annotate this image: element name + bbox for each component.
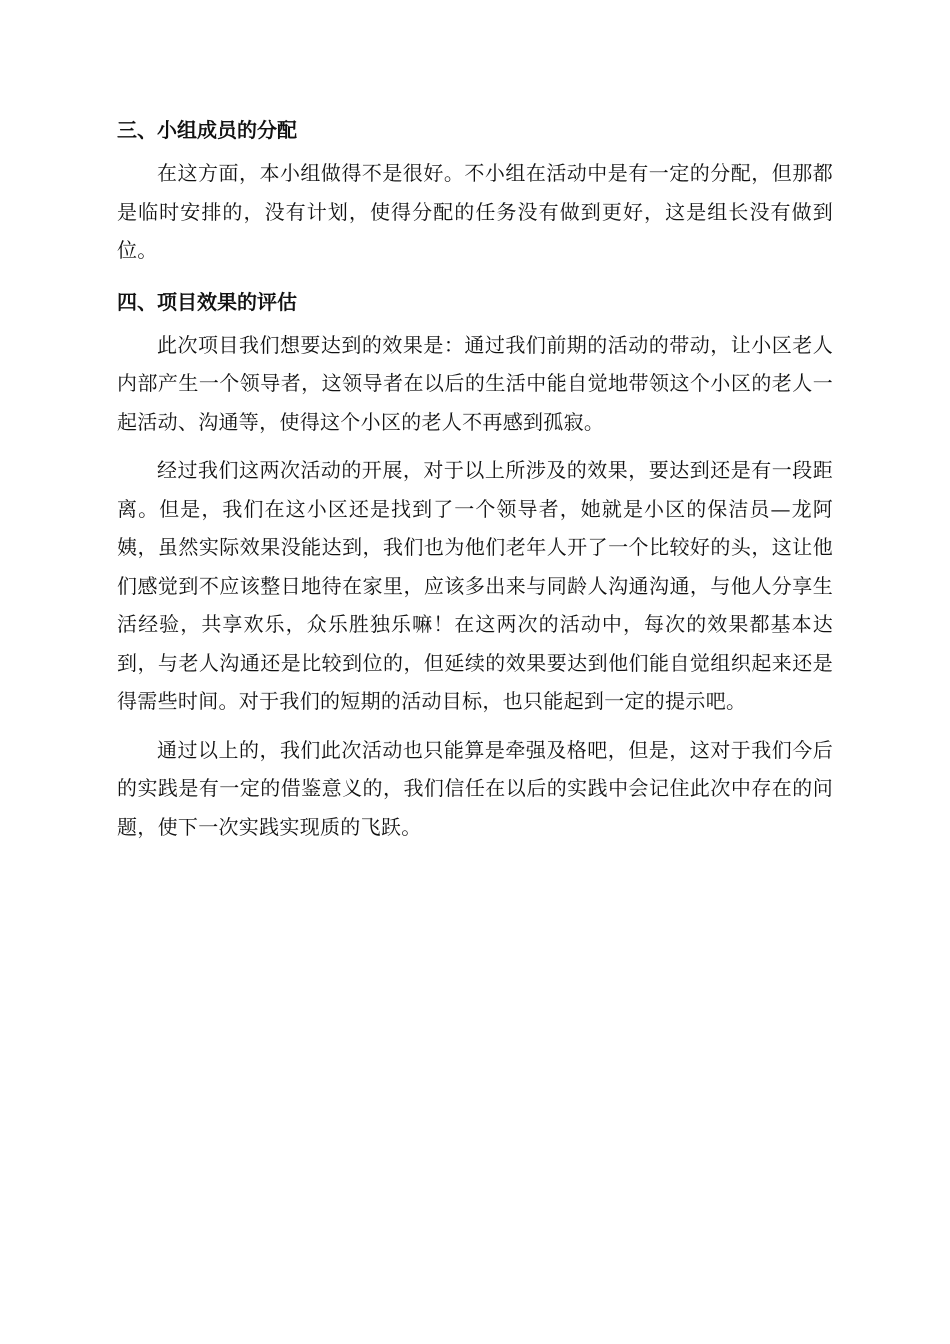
section-heading-member-allocation: 三、小组成员的分配	[117, 118, 297, 142]
paragraph-project-conclusion: 通过以上的，我们此次活动也只能算是牵强及格吧，但是，这对于我们今后的实践是有一定的借鉴意义的，我们信任在以后的实践中会记住此次中存在的问题，使下一次实践实现质的飞跃。	[117, 737, 833, 839]
paragraph-member-allocation: 在这方面，本小组做得不是很好。不小组在活动中是有一定的分配，但那都是临时安排的，没有计划，使得分配的任务没有做到更好，这是组长没有做到位。	[117, 161, 833, 262]
section-heading-project-evaluation: 四、项目效果的评估	[117, 289, 297, 314]
paragraph-project-progress: 经过我们这两次活动的开展，对于以上所涉及的效果，要达到还是有一段距离。但是，我们在这小区还是找到了一个领导者，她就是小区的保洁员—龙阿姨，虽然实际效果没能达到，我们也为他们老年人开了一个比较好的头，这让他们感觉到不应该整日地待在家里，应该多出来与同龄人沟通沟通，与他人分享生活经验，共享欢乐，众乐胜独乐嘛！在这两次的活动中，每次的效果都基本达到，与老人沟通还是比较到位的，但延续的效果要达到他们能自觉组织起来还是得需些时间。对于我们的短期的活动目标，也只能起到一定的提示吧。	[117, 458, 833, 713]
paragraph-project-goal: 此次项目我们想要达到的效果是：通过我们前期的活动的带动，让小区老人内部产生一个领导者，这领导者在以后的生活中能自觉地带领这个小区的老人一起活动、沟通等，使得这个小区的老人不再感到孤寂。	[117, 332, 833, 434]
document-body	[117, 110, 833, 856]
